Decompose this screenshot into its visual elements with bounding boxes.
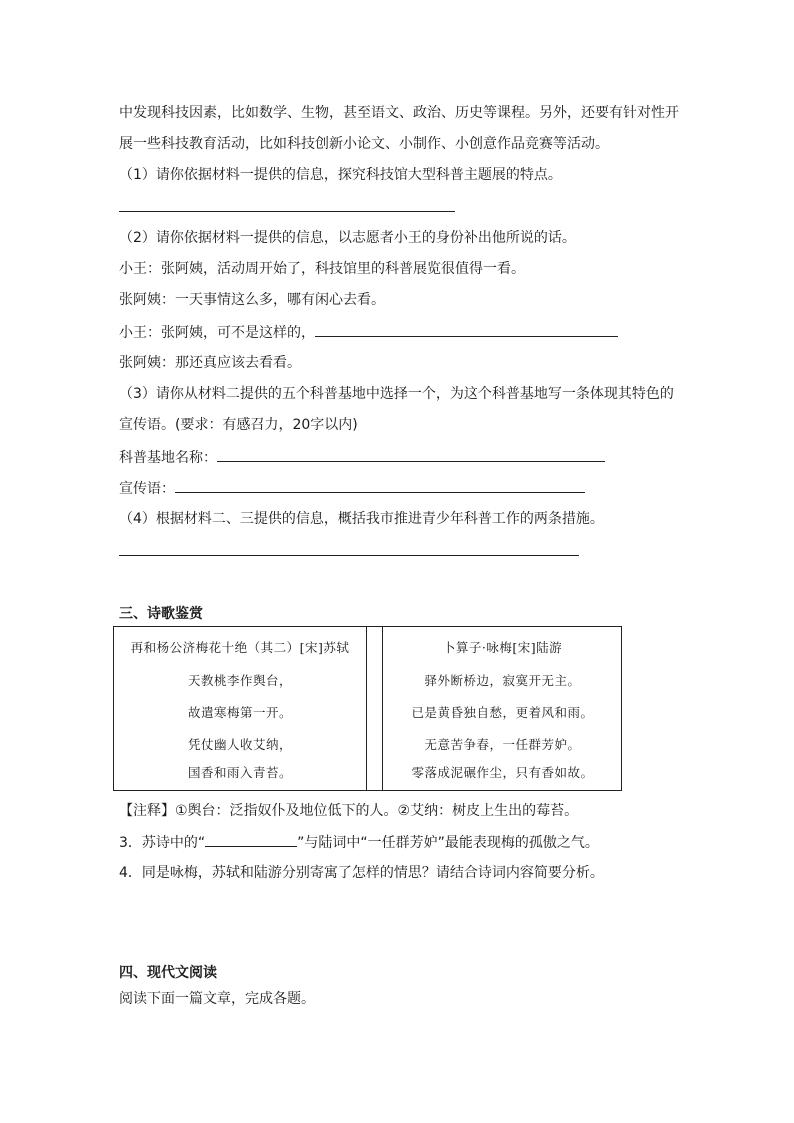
dialogue-line-1: 小王：张阿姨，活动周开始了，科技馆里的科普展览很值得一看。: [119, 261, 525, 277]
answer-line-q1[interactable]: [119, 211, 455, 212]
poem-left-line-4: 国香和雨入青苔。: [187, 765, 292, 780]
question-poem-3: [119, 832, 599, 853]
question-3-line-1: （3）请你从材料二提供的五个科普基地中选择一个，为这个科普基地写一条体现其特色的: [119, 386, 674, 402]
poem-table-divider-left: [366, 627, 367, 790]
section-4-heading: 四、现代文阅读: [119, 965, 217, 981]
poem-table: [113, 626, 622, 791]
question-3-line-2: 宣传语。(要求：有感召力，20字以内): [119, 417, 358, 433]
poem-right-line-3: 无意苦争春，一任群芳妒。: [424, 737, 581, 752]
answer-line-q2[interactable]: [315, 322, 618, 337]
poem-left-title: 再和杨公济梅花十绝（其二）[宋]苏轼: [130, 640, 350, 655]
dialogue-line-4: 张阿姨：那还真应该去看看。: [119, 355, 301, 371]
poem-left-line-2: 故遣寒梅第一开。: [187, 705, 292, 720]
poem-left-line-1: 天教桃李作舆台，: [187, 673, 292, 688]
slogan-row: [119, 478, 585, 499]
question-poem-4: 4．同是咏梅，苏轼和陆游分别寄寓了怎样的情思？请结合诗词内容简要分析。: [119, 865, 604, 881]
slogan-label: 宣传语：: [119, 481, 175, 497]
dialogue-line-2: 张阿姨：一天事情这么多，哪有闲心去看。: [119, 292, 385, 308]
question-2: （2）请你依据材料一提供的信息，以志愿者小王的身份补出他所说的话。: [119, 230, 576, 246]
poem-right-title: 卜算子·咏梅[宋]陆游: [442, 640, 563, 655]
intro-line-1: 中发现科技因素，比如数学、生物，甚至语文、政治、历史等课程。另外，还要有针对性开: [119, 105, 679, 121]
question-poem-3-before: 3．苏诗中的“: [119, 835, 206, 851]
section-3-heading: 三、诗歌鉴赏: [119, 606, 203, 622]
poem-right-line-4: 零落成泥碾作尘，只有香如故。: [411, 765, 594, 780]
poem-right-line-2: 已是黄昏独自愁，更着风和雨。: [411, 705, 594, 720]
dialogue-line-3: [119, 322, 618, 343]
base-name-label: 科普基地名称：: [119, 450, 217, 466]
question-1: （1）请你依据材料一提供的信息，探究科技馆大型科普主题展的特点。: [119, 167, 562, 183]
intro-line-2: 展一些科技教育活动，比如科技创新小论文、小制作、小创意作品竞赛等活动。: [119, 136, 609, 152]
answer-line-q4[interactable]: [119, 555, 579, 556]
slogan-answer-line[interactable]: [175, 478, 585, 493]
poem-right-line-1: 驿外断桥边，寂寞开无主。: [424, 673, 581, 688]
section-4-intro: 阅读下面一篇文章，完成各题。: [119, 991, 315, 1007]
poem-annotation: 【注释】①舆台：泛指奴仆及地位低下的人。②艾纳：树皮上生出的莓苔。: [119, 803, 579, 819]
base-name-row: [119, 447, 605, 468]
poem-left-line-3: 凭仗幽人收艾纳，: [187, 737, 292, 752]
base-name-answer-line[interactable]: [217, 447, 605, 462]
question-poem-3-after: ”与陆词中“一任群芳妒”最能表现梅的孤傲之气。: [297, 835, 599, 851]
poem-blank-answer[interactable]: [205, 832, 297, 847]
question-4: （4）根据材料二、三提供的信息，概括我市推进青少年科普工作的两条措施。: [119, 511, 604, 527]
dialogue-line-3-text: 小王：张阿姨，可不是这样的，: [119, 325, 315, 341]
